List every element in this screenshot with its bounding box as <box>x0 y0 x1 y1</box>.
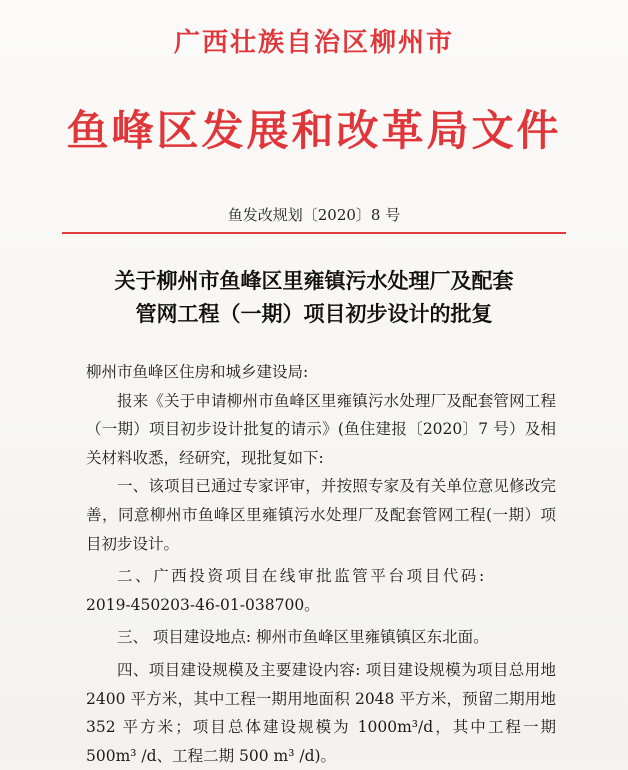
document-body <box>86 358 556 770</box>
title-line-2: 管网工程（一期）项目初步设计的批复 <box>135 301 493 326</box>
title-line-1: 关于柳州市鱼峰区里雍镇污水处理厂及配套 <box>114 268 514 293</box>
addressee: 柳州市鱼峰区住房和城乡建设局: <box>86 363 309 381</box>
item-2-project-code: 2019-450203-46-01-038700。 <box>86 595 320 614</box>
document-title <box>0 264 628 330</box>
document-number: 鱼发改规划〔2020〕8 号 <box>227 206 401 224</box>
red-divider <box>62 232 566 234</box>
item-2-label: 二、广西投资项目在线审批监管平台项目代码: <box>117 567 487 586</box>
item-1-paragraph: 一、该项目已通过专家评审，并按照专家及有关单位意见修改完善，同意柳州市鱼峰区里雍镇污水处理厂及配套管网工程(一期）项目初步设计。 <box>86 477 556 553</box>
item-3-paragraph: 三、 项目建设地点: 柳州市鱼峰区里雍镇镇区东北面。 <box>117 628 489 647</box>
item-4-paragraph: 四、项目建设规模及主要建设内容: 项目建设规模为项目总用地 2400 平方米，其中工程一期用地面积 2048 平方米，预留二期用地 352 平方米；项目总体建设规模为 1000m³/d，其中工程一期 500m³ /d、工程二期 500 m³ /d)。 <box>86 660 556 765</box>
intro-paragraph: 报来《关于申请柳州市鱼峰区里雍镇污水处理厂及配套管网工程（一期）项目初步设计批复的请示》(鱼住建报〔2020〕7 号）及相关材料收悉，经研究，现批复如下: <box>86 391 556 467</box>
issuer-office-heading: 鱼峰区发展和改革局文件 <box>66 106 562 155</box>
issuer-region: 广西壮族自治区柳州市 <box>173 28 454 58</box>
